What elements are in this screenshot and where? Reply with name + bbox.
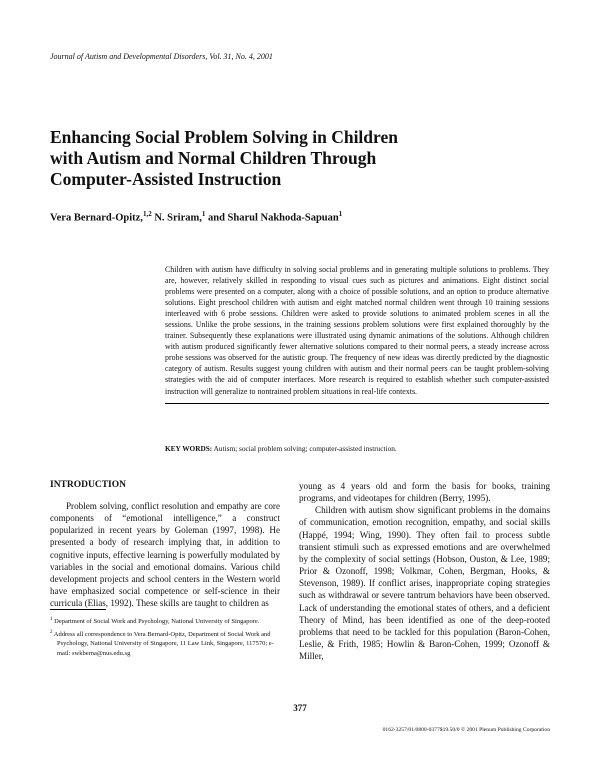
author-affiliation-mark: 1,2 bbox=[142, 210, 152, 218]
copyright-line: 0162-3257/01/0800-0377$19.50/0 © 2001 Plenum Publishing Corporation bbox=[382, 727, 550, 733]
abstract-block bbox=[165, 264, 549, 404]
footnote bbox=[50, 615, 280, 627]
keywords-text: Autism; social problem solving; computer-assisted instruction. bbox=[212, 444, 397, 453]
footnote-text: Department of Social Work and Psychology, National University of Singapore. bbox=[52, 618, 260, 626]
footnote bbox=[50, 628, 280, 659]
author-list bbox=[50, 210, 342, 224]
author-name: N. Sriram, bbox=[151, 212, 202, 224]
title-line: with Autism and Normal Children Through bbox=[50, 148, 377, 168]
footnotes bbox=[50, 615, 280, 659]
author-name: and Sharul Nakhoda-Sapuan bbox=[205, 212, 339, 224]
footnote-mark: 1 bbox=[50, 617, 53, 622]
body-paragraph: young as 4 years old and form the basis for books, training programs, and videotapes for children (Berry, 1995). bbox=[299, 481, 550, 504]
section-heading: INTRODUCTION bbox=[50, 480, 127, 490]
author-name: Vera Bernard-Opitz, bbox=[50, 212, 143, 224]
body-paragraph: Problem solving, conflict resolution and empathy are core components of “emotional intelligence,” a construct popularized in recent years by Goleman (1997, 1998). He presented a body of research implying that, in addition to cognitive inputs, effective learning is powerfully modulated by variables in the social and emotional domains. Various child development projects and school centers in the Western world have emphasized social competence or self-science in their curricula (Elias, 1992). These skills are taught to children as bbox=[50, 501, 280, 609]
author-affiliation-mark: 1 bbox=[201, 210, 206, 218]
keywords-label: KEY WORDS: bbox=[165, 444, 213, 453]
keywords bbox=[165, 444, 549, 453]
body-paragraph: Children with autism show significant problems in the domains of communication, emotion recognition, empathy, and social skills (Happé, 1994; Wing, 1990). They often fail to process subtle transient stimuli such as expressed emotions and are overwhelmed by the complexity of social settings (Hobson, Ouston, & Lee, 1989; Prior & Ozonoff, 1998; Volkmar, Cohen, Bergman, Hooks, & Stevenson, 1989). If conflict arises, inappropriate coping strategies such as withdrawal or severe tantrum behaviors have been observed. Lack of understanding the emotional states of others, and a deficient Theory of Mind, has been identified as one of the deep-rooted problems that need to be tackled for this population (Baron-Cohen, Leslie, & Frith, 1985; Howlin & Baron-Cohen, 1999; Ozonoff & Miller, bbox=[299, 505, 550, 662]
title-line: Enhancing Social Problem Solving in Children bbox=[50, 127, 398, 147]
title-line: Computer-Assisted Instruction bbox=[50, 169, 282, 189]
article-title bbox=[50, 127, 490, 190]
footnote-mark: 2 bbox=[50, 629, 53, 635]
author-affiliation-mark: 1 bbox=[338, 210, 343, 218]
journal-header: Journal of Autism and Developmental Disorders, Vol. 31, No. 4, 2001 bbox=[50, 52, 273, 61]
abstract-text: Children with autism have difficulty in solving social problems and in generating multiple solutions to problems. They are, however, relatively skilled in responding to visual cues such as pictures and animations. Eight distinct social problems were presented on a computer, along with a choice of possible solutions, and an option to produce alternative solutions. Eight preschool children with autism and eight matched normal children went through 10 training sessions interleaved with 6 probe sessions. Children were asked to provide solutions to animated problem scenes in all the sessions. Unlike the probe sessions, in the training sessions problem solutions were first explained thoroughly by the trainer. Subsequently these explanations were illustrated using dynamic animations of the solutions. Although children with autism produced significantly fewer alternative solutions compared to their normal peers, a steady increase across probe sessions was observed for the autistic group. The frequency of new ideas was directly predicted by the diagnostic category of autism. Results suggest young children with autism and their normal peers can be taught problem-solving strategies with the aid of computer interfaces. More research is required to establish whether such computer-assisted instruction will generalize to nontrained problem situations in real-life contexts. bbox=[165, 265, 549, 396]
right-column bbox=[299, 480, 550, 662]
page-number: 377 bbox=[293, 703, 307, 713]
footnote-text: Address all correspondence to Vera Bernard-Opitz, Department of Social Work and Psychology, National University of Singapore, 11 Law Link, Singapore, 117570; e-mail: swkberna@nus.edu.sg bbox=[52, 630, 274, 657]
left-column bbox=[50, 480, 280, 609]
footnote-divider bbox=[50, 609, 106, 610]
